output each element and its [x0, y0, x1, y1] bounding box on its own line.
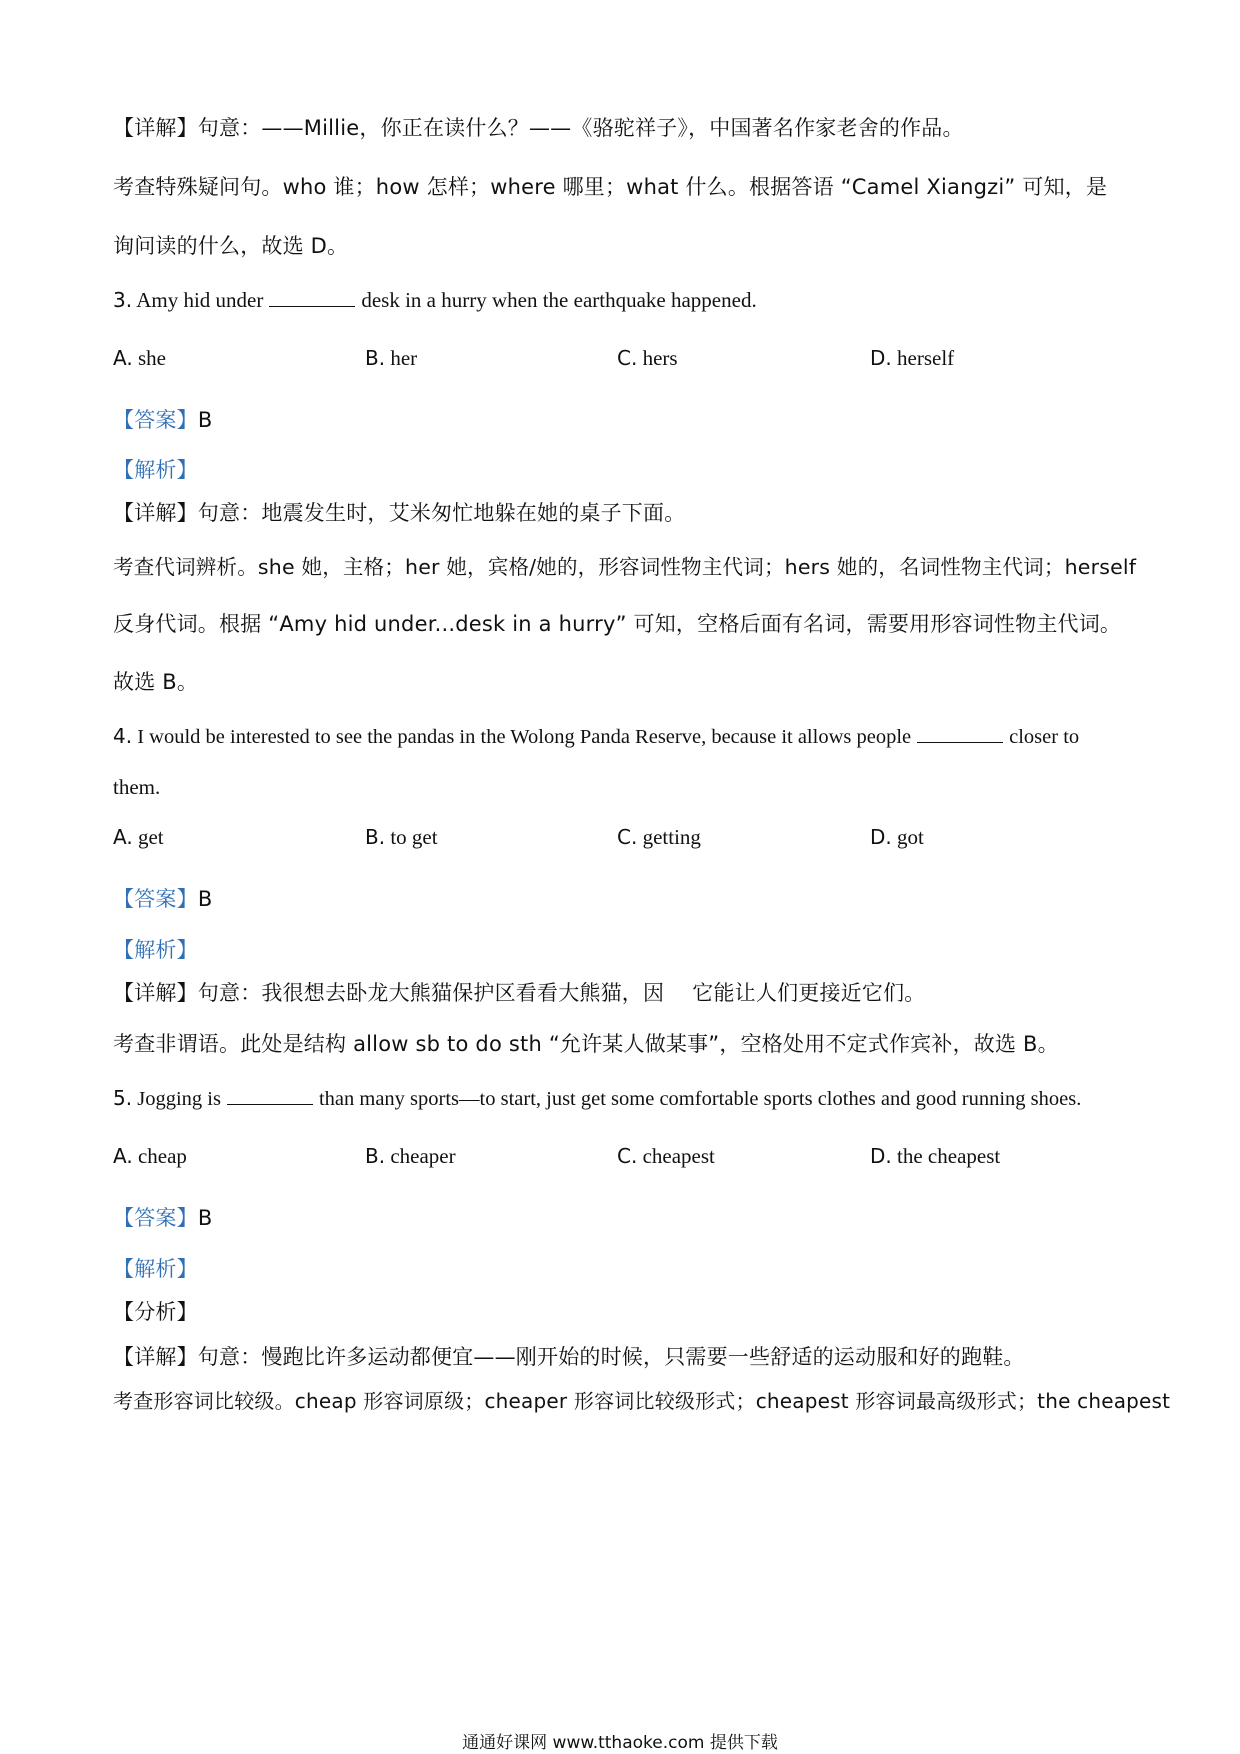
q5-fenxi-label: 【分析】	[113, 1300, 198, 1324]
q4-answer-label: 【答案】	[113, 887, 198, 911]
q4-answer	[113, 883, 212, 913]
q5-number: 5.	[113, 1086, 133, 1110]
q4-option-b: B. to get	[365, 825, 438, 849]
q4-number: 4.	[113, 724, 133, 748]
q3-option-b: B. her	[365, 346, 418, 370]
sec2-detail-line-2: 考查特殊疑问句。who 谁；how 怎样；where 哪里；what 什么。根据答语 “Camel Xiangzi” 可知，是	[113, 175, 1108, 199]
q5-detail-line-2: 考查形容词比较级。cheap 形容词原级；cheaper 形容词比较级形式；cheapest 形容词最高级形式；the cheapest	[113, 1389, 1171, 1413]
q3-stem	[113, 288, 757, 313]
q4-option-a: A. get	[113, 825, 164, 849]
q4-blank	[917, 741, 1003, 743]
q5-answer-value: B	[197, 1206, 213, 1230]
q3-stem-part-a: Amy hid under	[136, 288, 264, 312]
q5-option-b: B. cheaper	[365, 1144, 456, 1168]
q5-option-d: D. the cheapest	[870, 1144, 1001, 1168]
q5-stem	[113, 1086, 1081, 1111]
q3-detail-line-2: 考查代词辨析。she 她，主格；her 她，宾格/她的，形容词性物主代词；hers 她的，名词性物主代词；herself	[113, 555, 1137, 579]
q4-answer-value: B	[197, 887, 213, 911]
q4-stem-part-a: I would be interested to see the pandas in the Wolong Panda Reserve, because it allows people	[137, 726, 912, 748]
q5-blank	[227, 1103, 313, 1105]
q5-option-c: C. cheapest	[617, 1144, 715, 1168]
q3-detail-line-1: 【详解】句意：地震发生时，艾米匆忙地躲在她的桌子下面。	[113, 501, 686, 525]
q3-option-d: D. herself	[870, 346, 955, 370]
q3-blank	[269, 305, 355, 307]
q5-option-a: A. cheap	[113, 1144, 187, 1168]
q3-answer-value: B	[197, 408, 213, 432]
q4-option-d: D. got	[870, 825, 924, 849]
q5-analysis-label: 【解析】	[113, 1257, 198, 1281]
q4-detail-line-2: 考查非谓语。此处是结构 allow sb to do sth “允许某人做某事”，空格处用不定式作宾补，故选 B。	[113, 1032, 1059, 1056]
q3-analysis-label: 【解析】	[113, 458, 198, 482]
q4-stem-line-2: them.	[113, 775, 161, 799]
q5-answer	[113, 1202, 212, 1232]
q3-number: 3.	[113, 288, 133, 312]
sec2-detail-line-1: 【详解】句意：——Millie，你正在读什么？——《骆驼祥子》，中国著名作家老舍的作品。	[113, 116, 964, 140]
q3-answer-label: 【答案】	[113, 408, 198, 432]
q5-stem-part-a: Jogging is	[137, 1088, 221, 1110]
q4-detail-line-1: 【详解】句意：我很想去卧龙大熊猫保护区看看大熊猫，因 它能让人们更接近它们。	[113, 981, 926, 1005]
q3-detail-line-3: 反身代词。根据 “Amy hid under...desk in a hurry” 可知，空格后面有名词，需要用形容词性物主代词。	[113, 612, 1122, 636]
q5-stem-part-b: than many sports—to start, just get some comfortable sports clothes and good running shoes.	[318, 1088, 1082, 1110]
q5-answer-label: 【答案】	[113, 1206, 198, 1230]
q3-stem-part-b: desk in a hurry when the earthquake happened.	[361, 288, 757, 312]
q4-option-c: C. getting	[617, 825, 701, 849]
q3-option-a: A. she	[113, 346, 166, 370]
q4-stem-part-b: closer to	[1009, 726, 1080, 748]
q5-detail-line-1: 【详解】句意：慢跑比许多运动都便宜——刚开始的时候，只需要一些舒适的运动服和好的跑鞋。	[113, 1345, 1025, 1369]
q4-analysis-label: 【解析】	[113, 938, 198, 962]
q3-option-c: C. hers	[617, 346, 678, 370]
q3-detail-line-4: 故选 B。	[113, 670, 199, 694]
sec2-detail-line-3: 询问读的什么，故选 D。	[113, 234, 349, 258]
q3-answer	[113, 404, 212, 434]
page-footer: 通通好课网 www.tthaoke.com 提供下载	[462, 1733, 778, 1753]
q4-stem	[113, 724, 1079, 749]
